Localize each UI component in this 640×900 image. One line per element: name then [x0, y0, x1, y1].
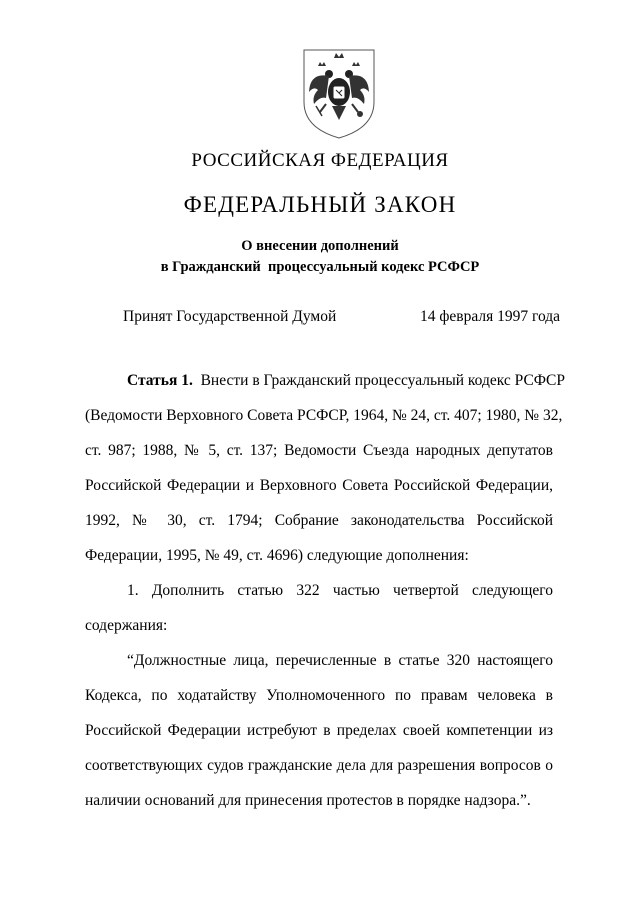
article-1-line: (Ведомости Верховного Совета РСФСР, 1964, № 24, ст. 407; 1980, № 32,: [85, 407, 563, 424]
adoption-date: 14 февраля 1997 года: [420, 308, 561, 325]
quote-line: наличии оснований для принесения протестов в порядке надзора.”.: [85, 792, 531, 809]
article-1-line: 1992, № 30, ст. 1794; Собрание законодательства Российской: [85, 512, 553, 529]
law-subject-line-2: в Гражданский процессуальный кодекс РСФСР: [160, 259, 480, 275]
coat-of-arms-icon: [296, 46, 382, 142]
article-1-first-line: [85, 372, 565, 407]
quote-line: Российской Федерации истребуют в пределах своей компетенции из: [85, 722, 553, 739]
quote-line: Кодекса, по ходатайству Уполномоченного по правам человека в: [85, 687, 553, 704]
quote-line: “Должностные лица, перечисленные в статье 320 настоящего: [127, 652, 553, 669]
article-1-line-0: Внести в Гражданский процессуальный кодекс РСФСР: [200, 372, 565, 389]
item-1-line: содержания:: [85, 617, 168, 634]
law-type-heading: ФЕДЕРАЛЬНЫЙ ЗАКОН: [183, 192, 457, 217]
law-body: [85, 372, 565, 827]
item-1-line: 1. Дополнить статью 322 частью четвертой следующего: [127, 582, 553, 599]
adopted-by: Принят Государственной Думой: [123, 308, 337, 325]
article-1-line: Российской Федерации и Верховного Совета Российской Федерации,: [85, 477, 553, 494]
article-1-line: Федерации, 1995, № 49, ст. 4696) следующие дополнения:: [85, 547, 469, 564]
quote-line: соответствующих судов гражданские дела для разрешения вопросов о: [85, 757, 553, 774]
article-1-line: ст. 987; 1988, № 5, ст. 137; Ведомости Съезда народных депутатов: [85, 442, 553, 459]
article-1-label: Статья 1.: [127, 372, 193, 389]
law-subject: [0, 236, 640, 278]
law-subject-line-1: О внесении дополнений: [241, 238, 399, 254]
country-title: РОССИЙСКАЯ ФЕДЕРАЦИЯ: [191, 150, 449, 171]
